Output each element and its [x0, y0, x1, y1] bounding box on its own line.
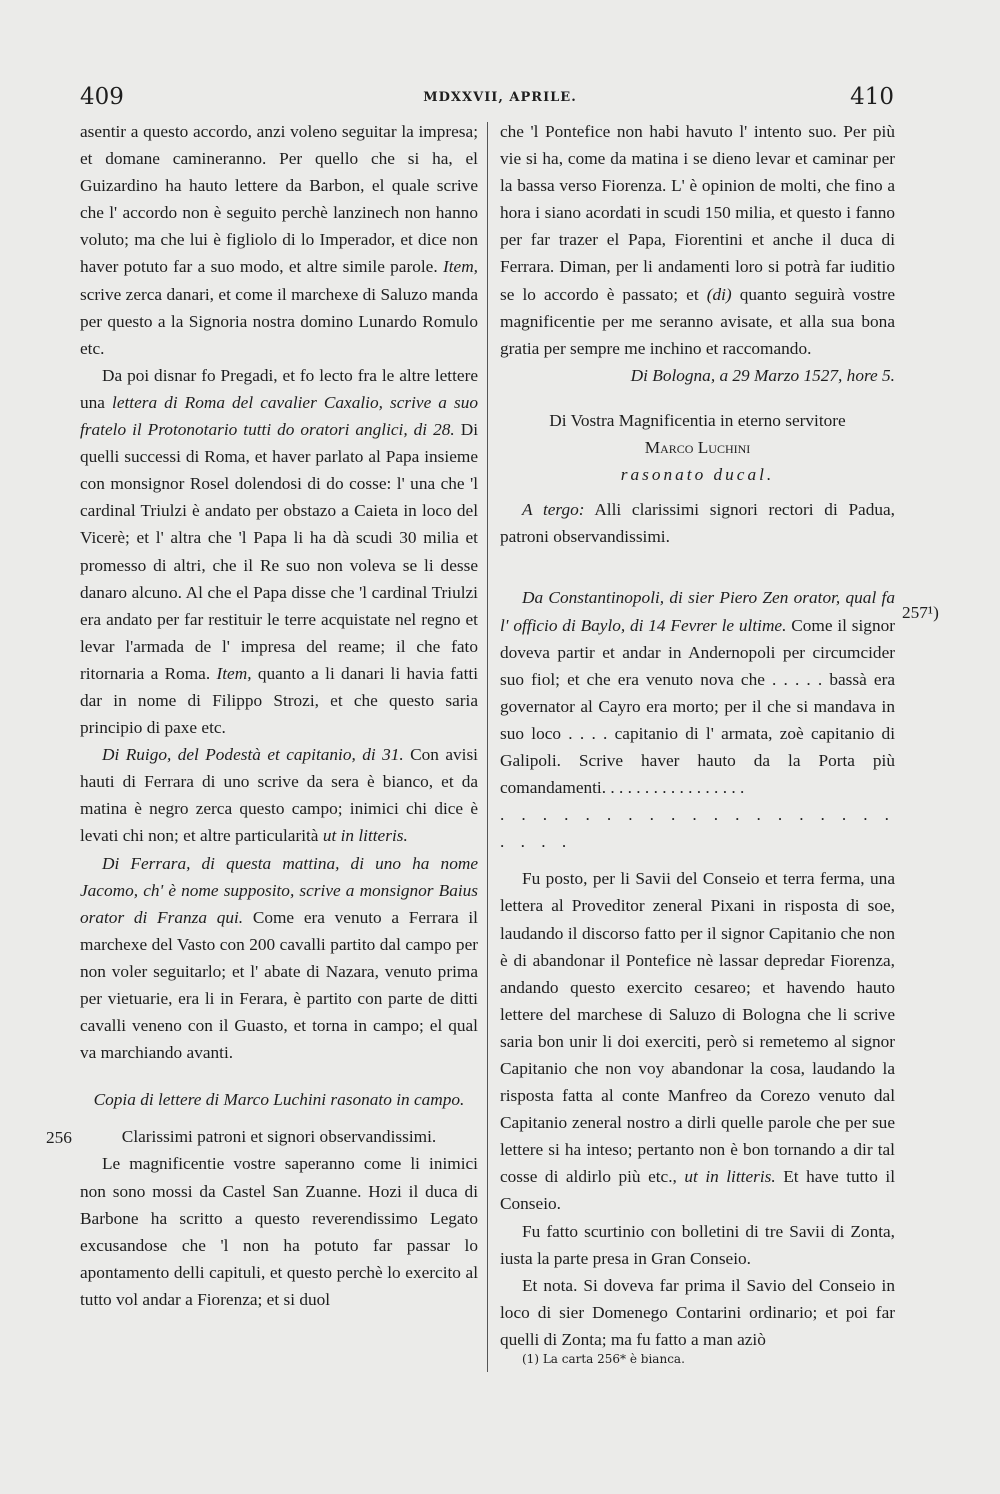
salutation: Clarissimi patroni et signori observandissimi. — [121, 1127, 437, 1147]
left-column — [80, 118, 478, 1313]
running-title: MDXXVII, APRILE. — [423, 90, 577, 105]
text: Di quelli successi di Roma, et haver parlato al Papa insieme con monsignor Rosel dolendosi di do cosse: l' una che 'l cardinal Triulzi è andato per obstazo a Caieta in loco del Vicerè; et l' altra che 'l Papa li ha dà scudi 30 milia et promesso di altri, che il Re suo non voleva se li desse danaro alcuno. Al che el Papa disse che 'l cardinal Triulzi era andato per far restituir le terre acquistate nel regno et levar l'armada de l' impresa del reame; il che fato ritornaria a Roma. — [80, 420, 478, 683]
date-line — [500, 362, 895, 389]
italic-text: Di Bologna, a 29 Marzo 1527, hore 5. — [630, 365, 895, 385]
text: Come era venuto a Ferrara il marchexe del Vasto con 200 cavalli partito dal campo per non voler seguitarlo; et l' abate di Nazara, venuto prima per vietuarie, era li in Ferara, è partito con parte de ditti cavalli veneno con il Guasto, et torna in campo; el qual va marchiando avanti. — [80, 907, 478, 1063]
running-header — [0, 84, 1000, 114]
text: Fu posto, per li Savii del Conseio et terra ferma, una lettera al Proveditor zeneral Pixani in risposta di soe, laudando il discorso fatto per il signor Capitanio che non è di abandonar il Pontefice nè lassar depredar Fiorenza, andando questo exercito cesareo; et havendo hauto lettere del marchese di Saluzo di Bologna che li scrive saria bon unir li doi exerciti, però si remetemo al signor Capitanio che non voy abandonar la cosa, laudando la risposta fatta al conte Manfreo da Corezo venuto dal Capitanio zeneral nostro a dirli quelle parole che per sue lettere si ha inteso; pertanto non è bon tornando a dir tal cosse di aldirlo più etc., — [500, 869, 895, 1187]
paragraph: Et nota. Si doveva far prima il Savio del Conseio in loco di sier Domenego Contarini ordinario; et poi far quelli di Zonta; ma fu fatto a man aziò — [500, 1275, 895, 1349]
italic-heading: Da Constantinopoli, di sier Piero Zen orator, qual fa l' officio di Baylo, di 14 Fevrer le ultime. — [500, 588, 895, 635]
spacer — [500, 389, 895, 407]
paragraph — [80, 362, 478, 741]
footnote: (1) La carta 256* è bianca. — [522, 1352, 685, 1366]
paragraph: Le magnificentie vostre saperanno come li inimici non sono mossi da Castel San Zuanne. Hozi il duca di Barbone ha scritto a questo reverendissimo Legato excusandose che 'l non ha potuto far passar lo apontamento delli capituli, et questo perchè lo exercito al tutto vol andar a Fiorenza; et si duol — [80, 1154, 478, 1309]
text: quanto seguirà vostre magnificentie per me seranno avisate, et alla sua bona gratia per sempre me inchino et raccomando. — [500, 284, 895, 358]
page-number-left: 409 — [80, 84, 124, 110]
page-number-right: 410 — [850, 84, 894, 110]
column-divider — [487, 122, 488, 1372]
paragraph — [500, 118, 895, 362]
text: Da poi disnar fo Pregadi, et fo lecto fra le altre lettere una — [80, 365, 478, 412]
italic-text: Item, — [442, 257, 478, 277]
spacer — [500, 550, 895, 584]
paragraph — [80, 741, 478, 849]
text: Et have tutto il Conseio. — [500, 1167, 896, 1214]
italic-heading: Di Ruigo, del Podestà et capitanio, di 31. — [102, 745, 404, 765]
text: Come il signor doveva partir et andar in Andernopoli per circumcider suo fiol; et che era venuto nova che . . . . . bassà era governator al Cayro era morto; per il che si mandava in suo loco . . . . capitanio di l' armata, zoè capitanio di Galipoli. Scrive haver hauto da la Porta più comandamenti. . . . . . . . . . . . . . . . . — [500, 615, 895, 798]
text: Con avisi hauti di Ferrara di uno scrive da sera è bianco, et da matina è negro zerca questo campo; inimici chi dice è levati chi non; et altre particularità — [80, 745, 478, 846]
italic-text: ut in litteris. — [322, 826, 408, 846]
signer-title: rasonato ducal. — [620, 465, 775, 485]
text: che 'l Pontefice non habi havuto l' intento suo. Per più vie si ha, come da matina i se dieno levar et caminar per la bassa verso Fiorenza. L' è opinion de molti, che fino a hora i siano acordati in scudi 150 milia, et questo i fanno per far trazer el Papa, Fiorentini et anche il duca di Ferrara. Diman, per li andamenti loro si potrà far iuditio se lo accordo è passato; et — [500, 122, 895, 304]
spacer — [500, 855, 895, 865]
text: asentir a questo accordo, anzi voleno seguitar la impresa; et domane camineranno. Per quello che si ha, el Guizardino ha hauto lettere da Barbon, el quale scrive che l' accordo non è seguito perchè lanzinech non hanno voluto; ma che lui è figliolo di lo Imperador, et dice non haver potuto far a suo modo, et altre simile parole. — [80, 122, 478, 277]
signer-name: Marco Luchini — [644, 438, 751, 458]
margin-note-256: 256 — [46, 1128, 72, 1147]
italic-text: A tergo: — [522, 500, 585, 520]
paragraph — [500, 584, 895, 801]
text: Alli clarissimi signori rectori di Padua, patroni observandissimi. — [500, 500, 896, 547]
paragraph — [500, 496, 895, 550]
italic-text: (di) — [706, 284, 732, 304]
italic-text: lettera di Roma del cavalier Caxalio, scrive a suo fratelo il Protonotario tutti do oratori anglici, di 28. — [80, 392, 478, 440]
paragraph: Fu fatto scurtinio con bolletini di tre Savii di Zonta, iusta la parte presa in Gran Conseio. — [500, 1221, 895, 1268]
margin-note-257: 257¹) — [902, 603, 939, 622]
section-heading — [80, 1086, 478, 1113]
text: quanto a li danari li havia fatti dar in nome di Filippo Strozi, et che questo saria principio di paxe etc. — [80, 663, 478, 738]
ellipsis-line: . . . . . . . . . . . . . . . . . . . . . . . — [500, 805, 895, 852]
italic-text: ut in litteris. — [684, 1167, 776, 1187]
italic-heading: Copia di lettere di Marco Luchini rasonato in campo. — [93, 1090, 465, 1110]
right-column — [500, 118, 895, 1353]
paragraph — [80, 850, 478, 1067]
servitore-line: Di Vostra Magnificentia in eterno servitore — [549, 410, 846, 430]
text: scrive zerca danari, et come il marchexe di Saluzo manda per questo a la Signoria nostra domino Lunardo Romulo etc. — [80, 284, 478, 358]
spacer — [500, 488, 895, 496]
paragraph — [500, 865, 895, 1217]
italic-text: Item, — [216, 663, 252, 683]
italic-heading: Di Ferrara, di questa mattina, di uno ha nome Jacomo, ch' è nome supposito, scrive a monsignor Baius orator di Franza qui. — [80, 853, 478, 927]
paragraph — [80, 118, 478, 362]
